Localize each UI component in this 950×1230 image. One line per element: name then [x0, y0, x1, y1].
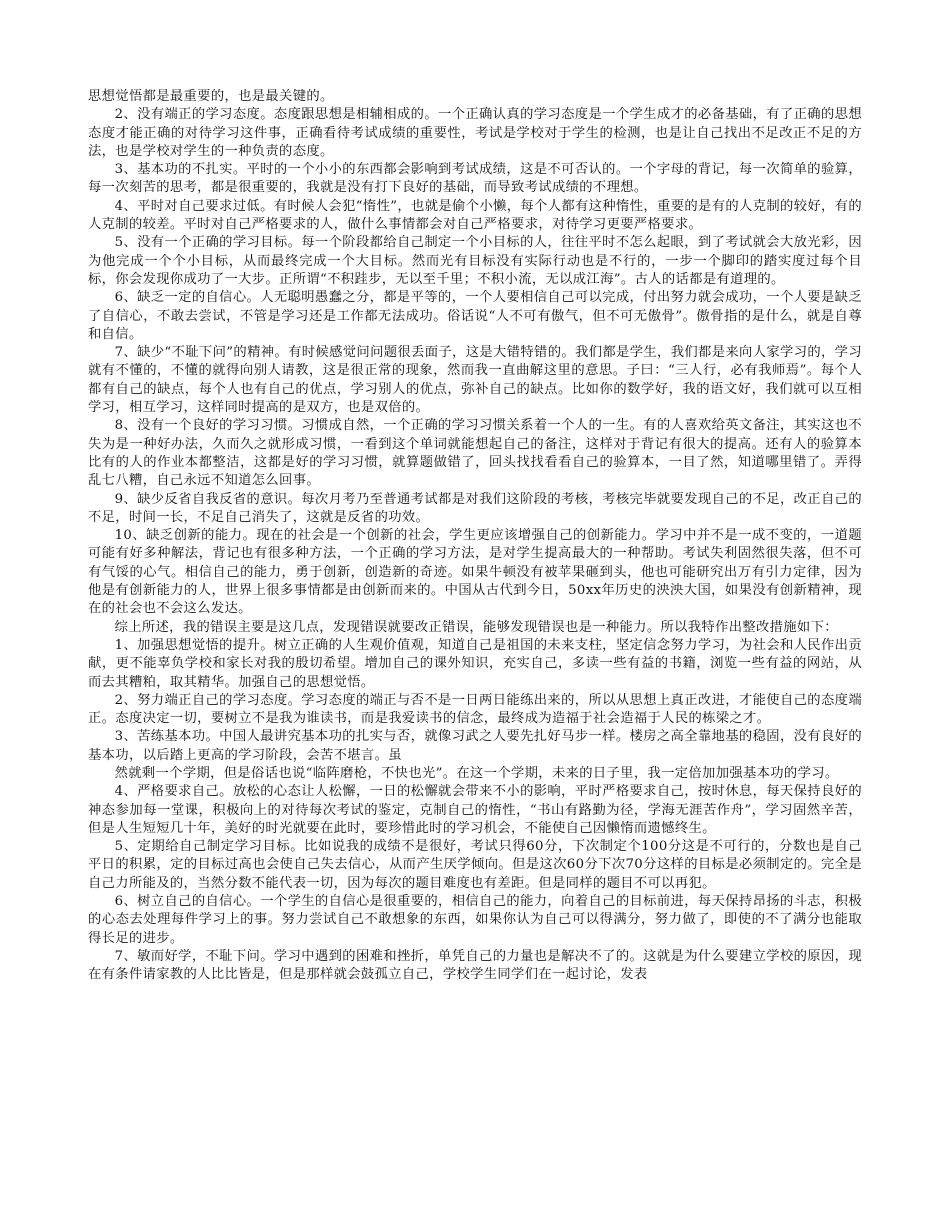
paragraph-6: 7、缺少“不耻下问”的精神。有时候感觉问问题很丢面子，这是大错特错的。我们都是学生，我们都是来向人家学习的，学习就有不懂的，不懂的就得向别人请教，这是很正常的现象，然而我一直曲解这里的意思。子曰：“三人行，必有我师焉”。每个人都有自己的缺点，每个人也有自己的优点，学习别人的优点，弥补自己的缺点。比如你的数学好，我的语文好，我们就可以互相学习，相互学习，这样同时提高的是双方，也是双倍的。	[88, 345, 862, 416]
paragraph-0: 思想觉悟都是最重要的，也是最关键的。	[88, 89, 334, 104]
paragraph-7: 8、没有一个良好的学习习惯。习惯成自然，一个正确的学习习惯关系着一个人的一生。有的人喜欢给英文备注，其实这也不失为是一种好办法，久而久之就形成习惯，一看到这个单词就能想起自己的备注，这样对于背记有很大的提高。还有人的验算本比有的人的作业本都整洁，这都是好的学习习惯，就算题做错了，回头找找看看自己的验算本，一目了然，知道哪里错了。弄得乱七八糟，自己永远不知道怎么回事。	[88, 418, 862, 489]
paragraph-13: 3、苦练基本功。中国人最讲究基本功的扎实与否，就像习武之人要先扎好马步一样。楼房之高全靠地基的稳固，没有良好的基本功，以后踏上更高的学习阶段，会苦不堪言。虽	[88, 729, 862, 763]
paragraph-4: 5、没有一个正确的学习目标。每一个阶段都给自己制定一个小目标的人，往往平时不怎么起眼，到了考试就会大放光彩，因为他完成一个个小目标，从而最终完成一个大目标。然而光有目标没有实际行动也是不行的，一步一个脚印的踏实度过每个目标，你会发现你成功了一大步。正所谓“不积跬步，无以至千里；不积小流，无以成江海”。古人的话都是有道理的。	[88, 235, 862, 287]
paragraph-1: 2、没有端正的学习态度。态度跟思想是相辅相成的。一个正确认真的学习态度是一个学生成才的必备基础，有了正确的思想态度才能正确的对待学习这件事，正确看待考试成绩的重要性，考试是学校对于学生的检测，也是让自己找出不足改正不足的方法，也是学校对学生的一种负责的态度。	[88, 107, 862, 159]
paragraph-11: 1、加强思想觉悟的提升。树立正确的人生观价值观，知道自己是祖国的未来支柱，坚定信念努力学习，为社会和人民作出贡献，更不能辜负学校和家长对我的殷切希望。增加自己的课外知识，充实自己，多读一些有益的书籍，浏览一些有益的网站，从而去其糟粕，取其精华。加强自己的思想觉悟。	[88, 637, 862, 690]
paragraph-8: 9、缺少反省自我反省的意识。每次月考乃至普通考试都是对我们这阶段的考核，考核完毕就要发现自己的不足，改正自己的不足，时间一长，不足自己消失了，这就是反省的功效。	[88, 491, 862, 525]
document-body	[88, 88, 862, 985]
paragraph-16: 5、定期给自己制定学习目标。比如说我的成绩不是很好，考试只得60分，下次制定个100分这是不可行的，分数也是自己平日的积累，定的目标过高也会使自己失去信心，从而产生厌学倾向。但是这次60分下次70分这样的目标是必须制定的。完全是自己力所能及的，当然分数不能代表一切，因为每次的题目难度也有差距。但是同样的题目不可以再犯。	[88, 839, 862, 891]
paragraph-14: 然就剩一个学期，但是俗话也说“临阵磨枪，不快也光”。在这一个学期，未来的日子里，我一定倍加加强基本功的学习。	[114, 765, 839, 781]
paragraph-18: 7、敏而好学，不耻下问。学习中遇到的困难和挫折，单凭自己的力量也是解决不了的。这就是为什么要建立学校的原因，现在有条件请家教的人比比皆是，但是那样就会鼓孤立自己，学校学生同学们在一起讨论，发表	[88, 948, 862, 983]
paragraph-10: 综上所述，我的错误主要是这几点，发现错误就要改正错误，能够发现错误也是一种能力。所以我特作出整改措施如下：	[114, 619, 838, 635]
paragraph-2: 3、基本功的不扎实。平时的一个小小的东西都会影响到考试成绩，这是不可否认的。一个字母的背记，每一次简单的验算，每一次刻苦的思考，都是很重要的，我就是没有打下良好的基础，而导致考试成绩的不理想。	[88, 162, 862, 196]
paragraph-17: 6、树立自己的自信心。一个学生的自信心是很重要的，相信自己的能力，向着自己的目标前进，每天保持昂扬的斗志，积极的心态去处理每件学习上的事。努力尝试自己不敢想象的东西，如果你认为自己可以得满分，努力做了，即使的不了满分也能取得长足的进步。	[88, 894, 862, 946]
paragraph-3: 4、平时对自己要求过低。有时候人会犯“惰性”，也就是偷个小懒，每个人都有这种惰性，重要的是有的人克制的较好，有的人克制的较差。平时对自己严格要求的人，做什么事情都会对自己严格要求，对待学习更要严格要求。	[88, 198, 862, 233]
paragraph-5: 6、缺乏一定的自信心。人无聪明愚蠢之分，都是平等的，一个人要相信自己可以完成，付出努力就会成功，一个人要是缺乏了自信心，不敢去尝试，不管是学习还是工作都无法成功。俗话说“人不可有傲气，但不可无傲骨”。傲骨指的是什么，就是自尊和自信。	[88, 290, 862, 342]
paragraph-9: 10、缺乏创新的能力。现在的社会是一个创新的社会，学生更应该增强自己的创新能力。学习中并不是一成不变的，一道题可能有好多种解法，背记也有很多种方法，一个正确的学习方法，是对学生提高最大的一种帮助。考试失利固然很失落，但不可有气馁的心气。相信自己的能力，勇于创新，创造新的奇迹。如果牛顿没有被苹果砸到头，他也可能研究出万有引力定律，因为他是有创新能力的人，世界上很多事情都是由创新而来的。中国从古代到今日，50xx年历史的泱泱大国，如果没有创新精神，现在的社会也不会这么发达。	[88, 528, 862, 617]
paragraph-12: 2、努力端正自己的学习态度。学习态度的端正与否不是一日两日能练出来的，所以从思想上真正改进，才能使自己的态度端正。态度决定一切，要树立不是我为谁读书，而是我爱读书的信念，最终成为造福于社会造福于人民的栋梁之才。	[88, 692, 862, 727]
paragraph-15: 4、严格要求自己。放松的心态让人松懈，一日的松懈就会带来不小的影响，平时严格要求自己，按时休息，每天保持良好的神态参加每一堂课，积极向上的对待每次考试的鉴定，克制自己的惰性，“书山有路勤为径，学海无涯苦作舟”，学习固然辛苦，但是人生短短几十年，美好的时光就要在此时，要珍惜此时的学习机会，不能使自己因懒惰而遗憾终生。	[88, 784, 862, 836]
